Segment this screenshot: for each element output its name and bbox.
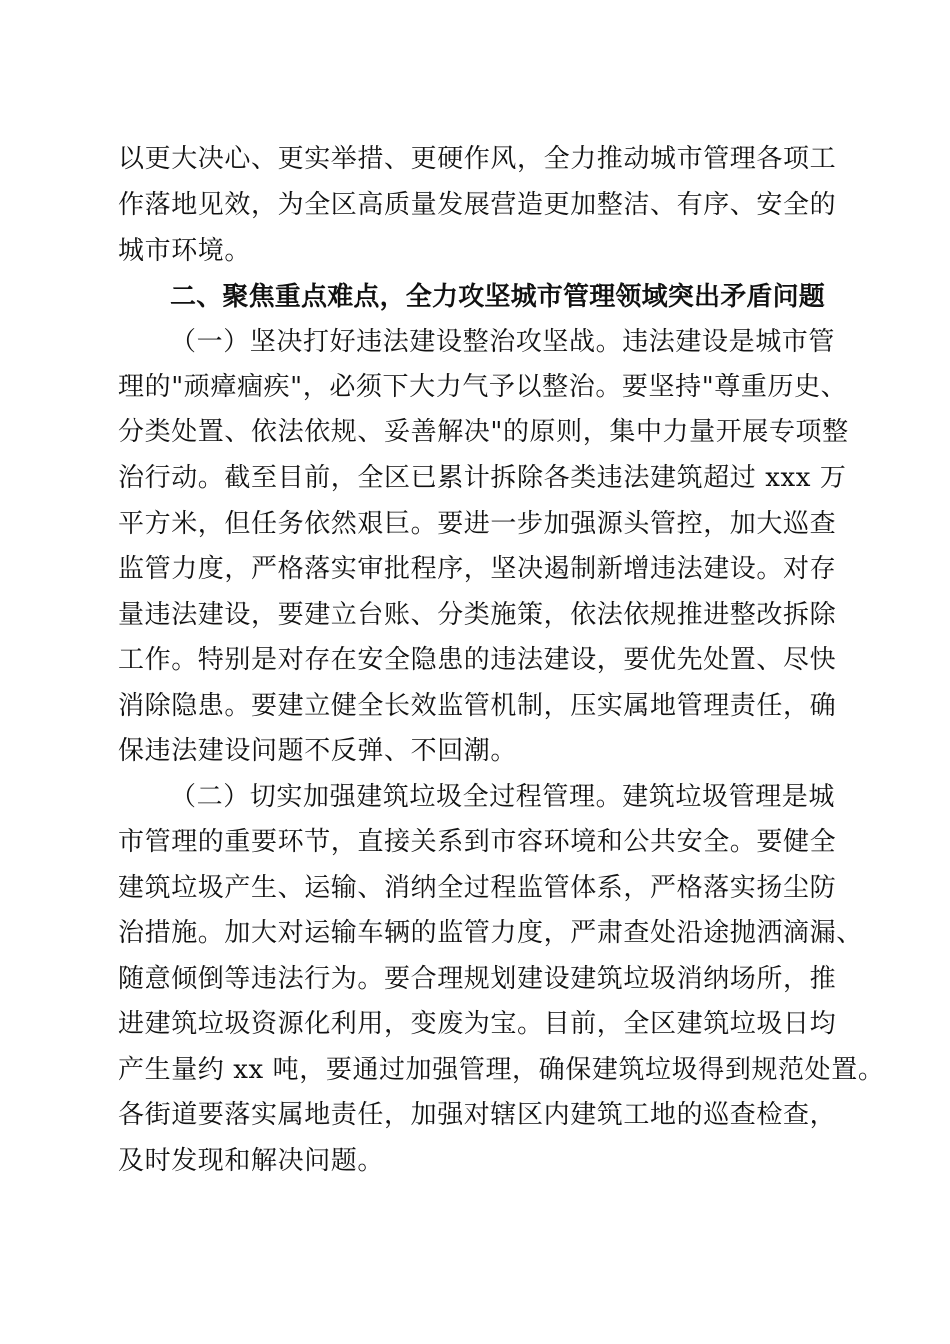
item1-line-2: 理的"顽瘴痼疾"，必须下大力气予以整治。要坚持"尊重历史、 (118, 372, 848, 402)
item1-lead: （一）坚决打好违法建设整治攻坚战。 (170, 327, 623, 357)
item1-line-6: 监管力度，严格落实审批程序，坚决遏制新增违法建设。对存 (118, 554, 837, 584)
item1-line-5: 平方米，但任务依然艰巨。要进一步加强源头管控，加大巡查 (118, 509, 837, 539)
item1-line-10: 保违法建设问题不反弹、不回潮。 (118, 736, 518, 766)
section-heading: 二、聚焦重点难点，全力攻坚城市管理领域突出矛盾问题 (170, 282, 826, 312)
intro-line-1: 以更大决心、更实举措、更硬作风，全力推动城市管理各项工 (118, 144, 837, 174)
item1-line-4: 治行动。截至目前，全区已累计拆除各类违法建筑超过 xxx 万 (118, 463, 847, 493)
item2-line-2: 市管理的重要环节，直接关系到市容环境和公共安全。要健全 (118, 827, 837, 857)
item2-line-8: 各街道要落实属地责任，加强对辖区内建筑工地的巡查检查， (118, 1100, 837, 1130)
item2-line-6: 进建筑垃圾资源化利用，变废为宝。目前，全区建筑垃圾日均 (118, 1009, 837, 1039)
intro-line-2: 作落地见效，为全区高质量发展营造更加整洁、有序、安全的 (118, 190, 837, 220)
item1-line-8: 工作。特别是对存在安全隐患的违法建设，要优先处置、尽快 (118, 645, 837, 675)
item1-first-line (170, 320, 890, 364)
item1-line-7: 量违法建设，要建立台账、分类施策，依法依规推进整改拆除 (118, 600, 837, 630)
item2-line-5: 随意倾倒等违法行为。要合理规划建设建筑垃圾消纳场所，推 (118, 964, 837, 994)
item2-line-9: 及时发现和解决问题。 (118, 1146, 385, 1176)
item2-line-7: 产生量约 xx 吨，要通过加强管理，确保建筑垃圾得到规范处置。 (118, 1055, 885, 1085)
item2-line-3: 建筑垃圾产生、运输、消纳全过程监管体系，严格落实扬尘防 (118, 873, 837, 903)
item2-first-line (170, 775, 890, 819)
item1-line-3: 分类处置、依法依规、妥善解决"的原则，集中力量开展专项整 (118, 417, 849, 447)
item2-line-4: 治措施。加大对运输车辆的监管力度，严肃查处沿途抛洒滴漏、 (118, 918, 863, 948)
intro-line-3: 城市环境。 (118, 236, 252, 266)
item1-line-9: 消除隐患。要建立健全长效监管机制，压实属地管理责任，确 (118, 691, 837, 721)
item2-lead: （二）切实加强建筑垃圾全过程管理。 (170, 782, 623, 812)
item2-first-line-rest: 建筑垃圾管理是城 (622, 782, 836, 812)
item1-first-line-rest: 违法建设是城市管 (622, 327, 836, 357)
